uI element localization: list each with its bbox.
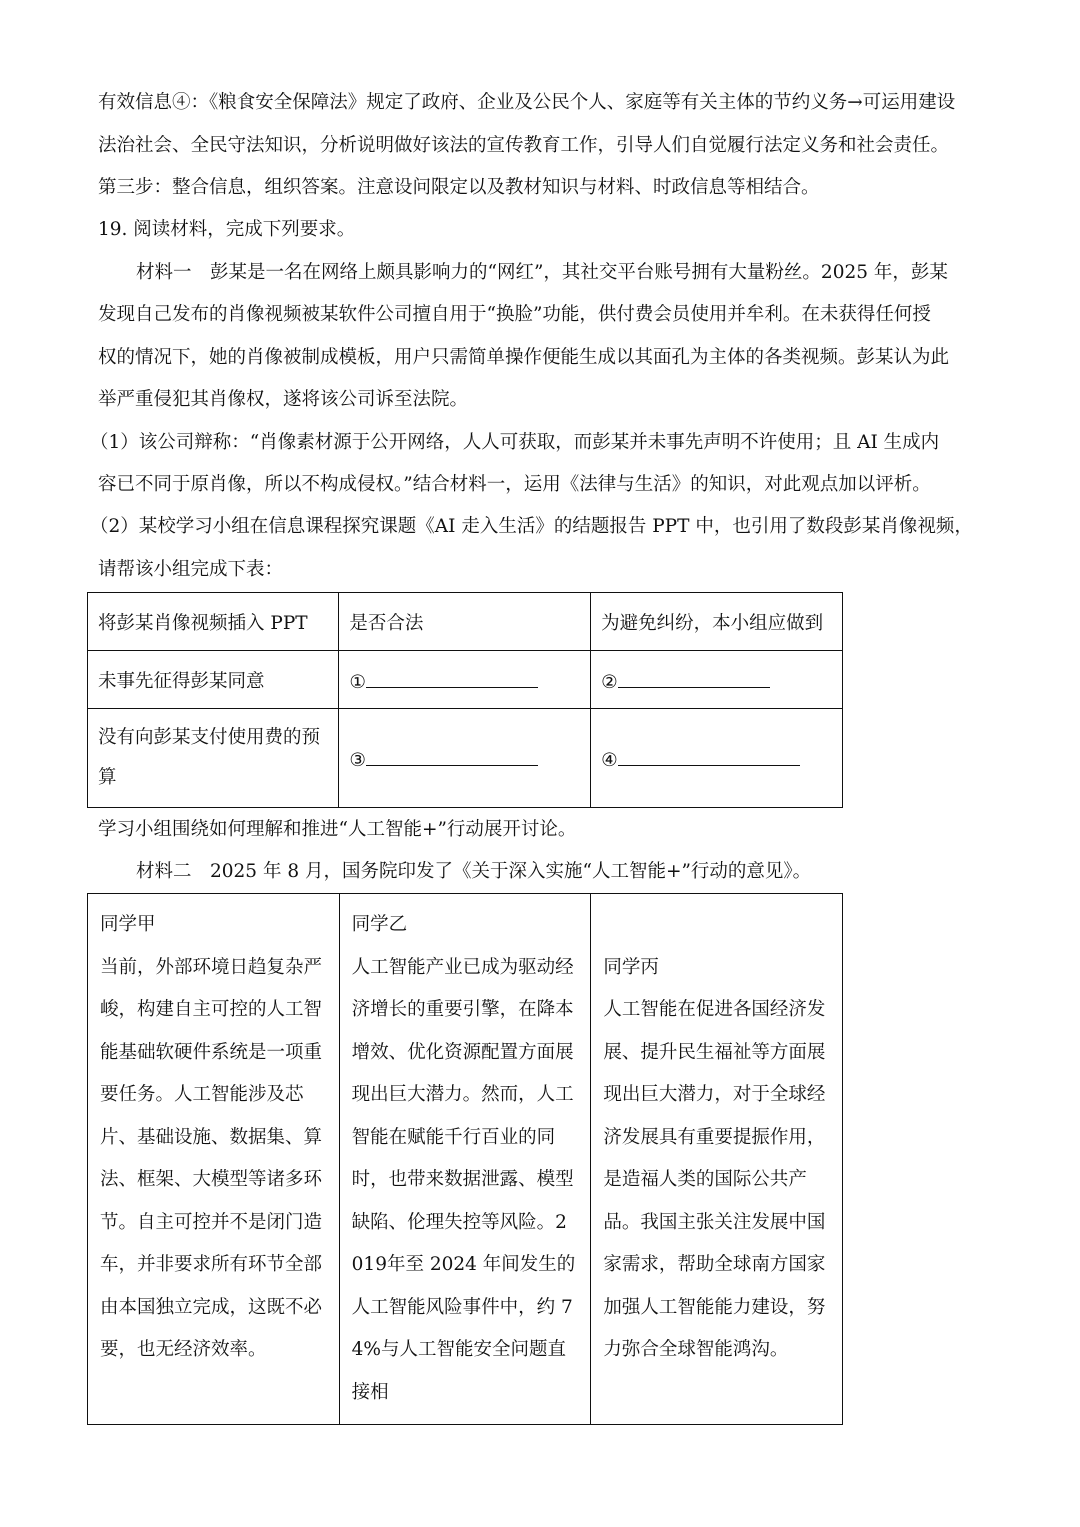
table-row	[88, 709, 843, 808]
material-1-line: 材料一 彭某是一名在网络上颇具影响力的“网红”，其社交平台账号拥有大量粉丝。2025 年，彭某	[136, 262, 948, 283]
answer-blank-cell	[339, 651, 591, 709]
table-row	[88, 651, 843, 709]
answer-blank[interactable]	[366, 745, 538, 766]
text-line: 第三步：整合信息，组织答案。注意设问限定以及教材知识与材料、时政信息等相结合。	[98, 177, 820, 198]
table-row	[88, 894, 843, 1425]
answer-blank-cell	[339, 709, 591, 808]
blank-number: ③	[349, 750, 366, 771]
sub-question-1: 容已不同于原肖像，所以不构成侵权。”结合材料一，运用《法律与生活》的知识，对此观点加以评析。	[98, 474, 931, 495]
blank-number: ①	[349, 671, 366, 693]
student-a-name: 同学甲	[100, 914, 156, 935]
table-header-cell: 为避免纠纷，本小组应做到	[591, 593, 843, 651]
student-c-cell	[591, 894, 843, 1425]
answer-blank[interactable]	[618, 745, 800, 766]
table-header-cell: 将彭某肖像视频插入 PPT	[88, 593, 339, 651]
table-header-cell: 是否合法	[339, 593, 591, 651]
answer-blank[interactable]	[618, 667, 770, 688]
answer-table	[87, 592, 843, 808]
answer-blank[interactable]	[366, 667, 538, 688]
sub-question-1: （1）该公司辩称：“肖像素材源于公开网络，人人可获取，而彭某并未事先声明不许使用；且 AI 生成内	[90, 432, 940, 453]
table-row-label: 未事先征得彭某同意	[88, 651, 339, 709]
text-line: 法治社会、全民守法知识，分析说明做好该法的宣传教育工作，引导人们自觉履行法定义务和社会责任。	[98, 135, 950, 156]
answer-blank-cell	[591, 651, 843, 709]
table-row	[88, 593, 843, 651]
text-line: 有效信息④：《粮食安全保障法》规定了政府、企业及公民个人、家庭等有关主体的节约义务→可运用建设	[98, 92, 956, 113]
question-19-heading: 19. 阅读材料，完成下列要求。	[98, 219, 356, 240]
student-a-cell	[88, 894, 340, 1425]
student-a-text: 当前，外部环境日趋复杂严峻，构建自主可控的人工智能基础软硬件系统是一项重要任务。人工智能涉及芯片、基础设施、数据集、算法、框架、大模型等诸多环节。自主可控并不是闭门造车，并非要求所有环节全部由本国独立完成，这既不必要，也无经济效率。	[100, 956, 323, 1360]
material-1-line: 发现自己发布的肖像视频被某软件公司擅自用于“换脸”功能，供付费会员使用并牟利。在未获得任何授	[98, 304, 931, 325]
material-2-line: 材料二 2025 年 8 月，国务院印发了《关于深入实施“人工智能+”行动的意见》。	[136, 861, 812, 882]
material-1-line: 举严重侵犯其肖像权，遂将该公司诉至法院。	[98, 389, 469, 410]
sub-question-2: （2）某校学习小组在信息课程探究课题《AI 走入生活》的结题报告 PPT 中，也引用了数段彭某肖像视频，	[90, 516, 973, 537]
student-c-name: 同学丙	[603, 956, 659, 978]
student-b-text: 人工智能产业已成为驱动经济增长的重要引擎，在降本增效、优化资源配置方面展现出巨大潜力。然而，人工智能在赋能千行百业的同时，也带来数据泄露、模型缺陷、伦理失控等风险。2019年至 2024 年间发生的人工智能风险事件中，约 74%与人工智能安全问题直接相	[351, 956, 576, 1403]
text-line: 学习小组围绕如何理解和推进“人工智能+”行动展开讨论。	[98, 819, 577, 840]
answer-blank-cell	[591, 709, 843, 808]
material-1-line: 权的情况下，她的肖像被制成模板，用户只需简单操作便能生成以其面孔为主体的各类视频。彭某认为此	[98, 347, 950, 368]
discussion-table	[87, 893, 843, 1425]
student-b-cell	[339, 894, 591, 1425]
student-c-text: 人工智能在促进各国经济发展、提升民生福祉等方面展现出巨大潜力，对于全球经济发展具有重要提振作用，是造福人类的国际公共产品。我国主张关注发展中国家需求，帮助全球南方国家加强人工智能能力建设，努力弥合全球智能鸿沟。	[603, 999, 826, 1360]
blank-number: ②	[601, 671, 618, 693]
sub-question-2: 请帮该小组完成下表：	[98, 559, 284, 580]
blank-number: ④	[601, 750, 618, 771]
student-b-name: 同学乙	[351, 914, 408, 935]
table-row-label: 没有向彭某支付使用费的预算	[88, 709, 339, 808]
